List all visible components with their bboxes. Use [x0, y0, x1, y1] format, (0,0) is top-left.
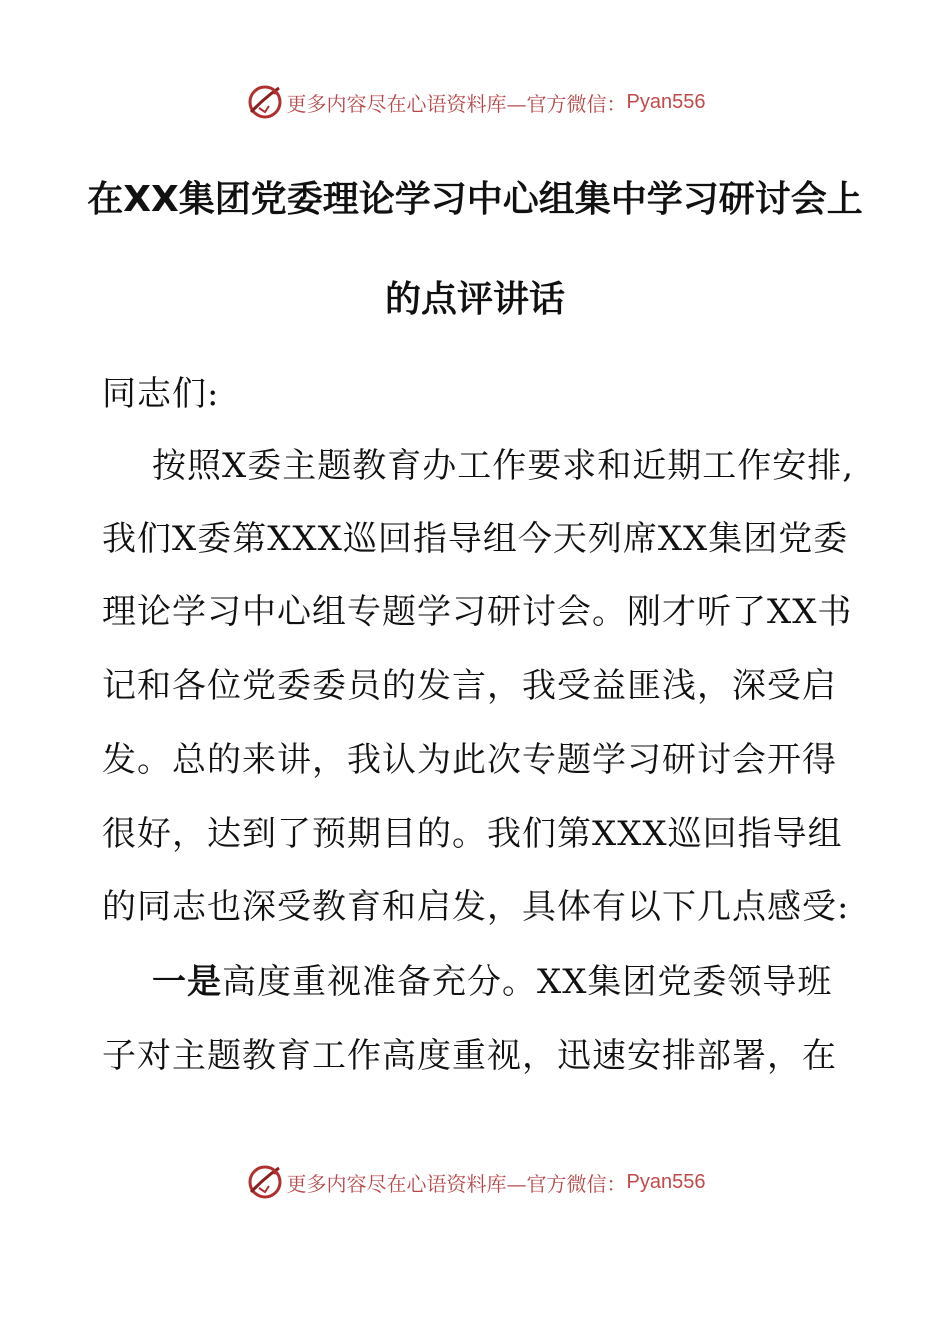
- watermark-wechat-id: Pyan556: [626, 90, 706, 113]
- body-line: 记和各位党委委员的发言，我受益匪浅，深受启: [102, 666, 837, 706]
- body-line: 发。总的来讲，我认为此次专题学习研讨会开得: [102, 740, 837, 780]
- body-line: 子对主题教育工作高度重视，迅速安排部署，在: [102, 1036, 837, 1076]
- body-line: 的同志也深受教育和启发，具体有以下几点感受:: [102, 887, 850, 927]
- header-watermark: [0, 82, 950, 122]
- body-line: 我们X委第XXX巡回指导组今天列席XX集团党委: [102, 519, 849, 559]
- body-line: 很好，达到了预期目的。我们第XXX巡回指导组: [102, 814, 843, 854]
- pen-logo-icon: [245, 82, 285, 122]
- watermark-text: 更多内容尽在心语资料库—官方微信：: [286, 91, 627, 116]
- pen-logo-icon: [245, 1162, 285, 1202]
- watermark-wechat-id: Pyan556: [626, 1170, 706, 1193]
- document-title-line2: 的点评讲话: [384, 279, 565, 320]
- watermark-text: 更多内容尽在心语资料库—官方微信：: [286, 1171, 627, 1196]
- salutation: 同志们:: [102, 374, 220, 414]
- document-title-line1: 在XX集团党委理论学习中心组集中学习研讨会上: [87, 179, 863, 220]
- point1-line: [152, 960, 832, 1004]
- point1-label: 一是: [152, 962, 222, 1002]
- body-line: 按照X委主题教育办工作要求和近期工作安排,: [152, 446, 855, 486]
- body-line: 理论学习中心组专题学习研讨会。刚才听了XX书: [102, 592, 853, 632]
- footer-watermark: [0, 1162, 950, 1202]
- point1-text: 高度重视准备充分。XX集团党委领导班: [222, 962, 833, 1002]
